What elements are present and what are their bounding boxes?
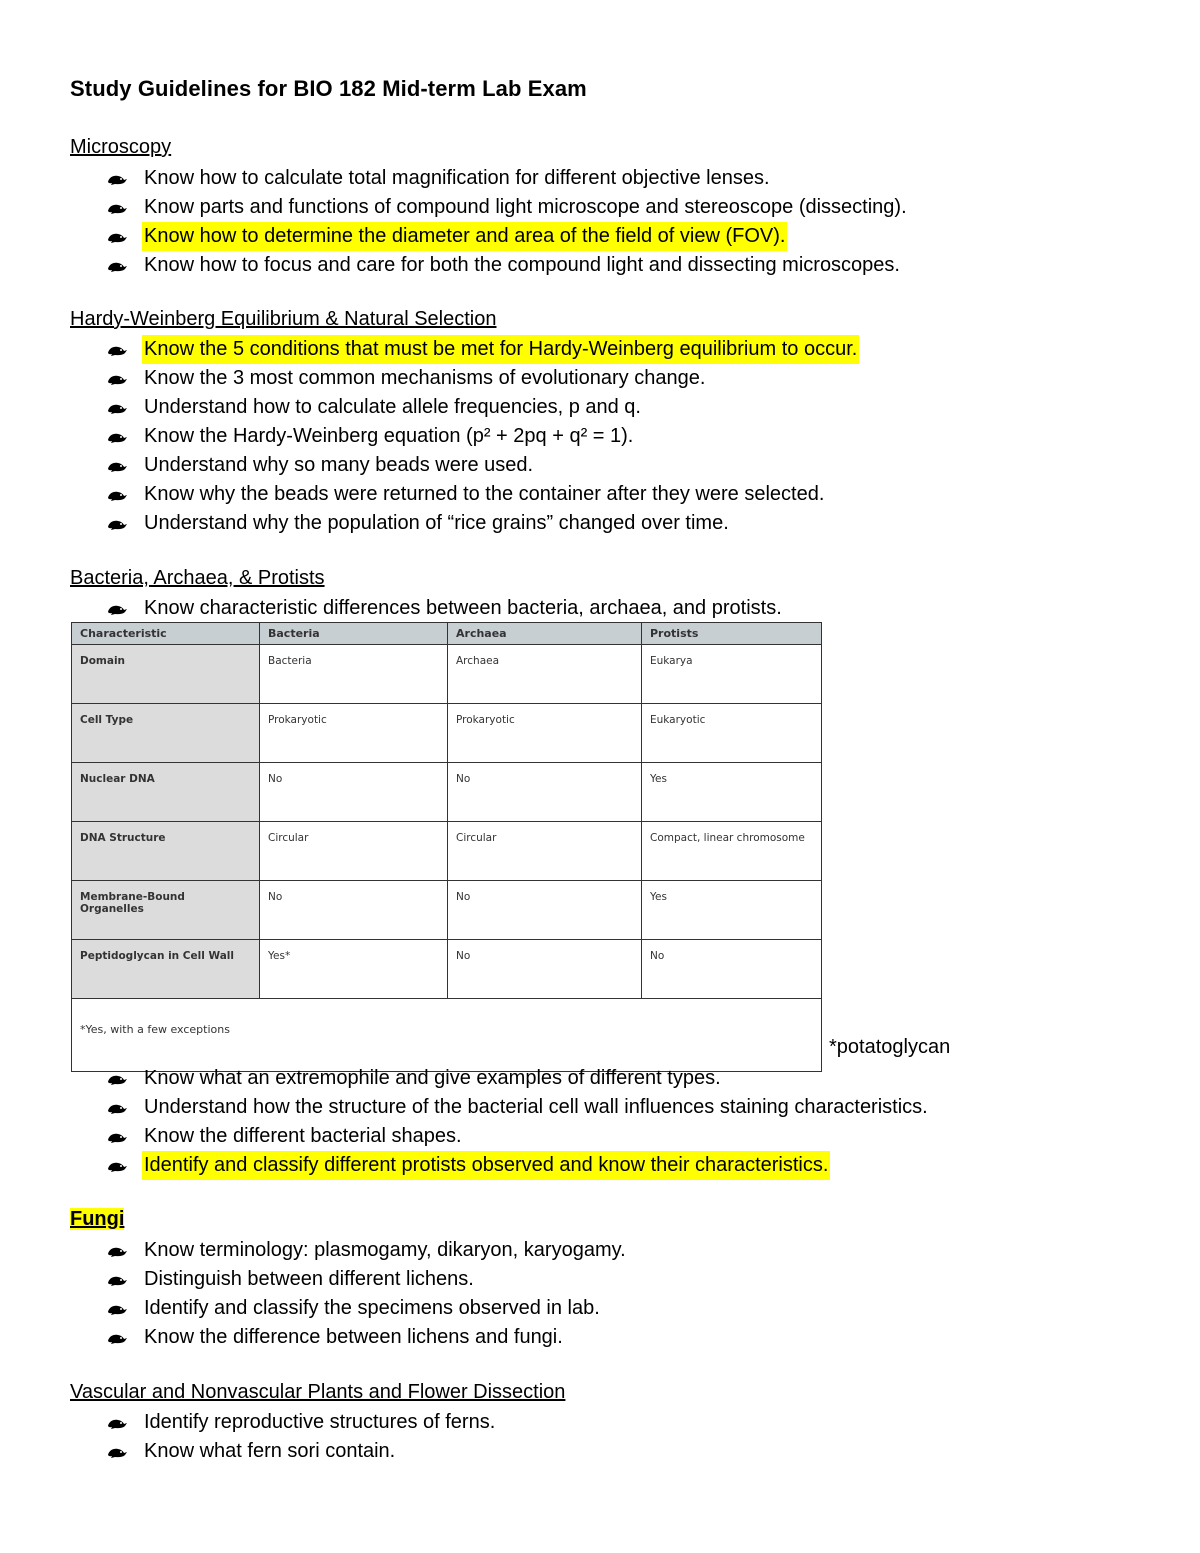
list-item xyxy=(106,1294,628,1323)
list-item-text: Know what an extremophile and give examples of different types. xyxy=(144,1067,721,1089)
list-item xyxy=(106,480,859,509)
list-item-text: Know parts and functions of compound light microscope and stereoscope (dissecting). xyxy=(144,196,907,218)
table-cell: Yes xyxy=(642,763,822,822)
list-item-text: Know the Hardy-Weinberg equation (p² + 2pq + q² = 1). xyxy=(144,425,634,447)
table-row xyxy=(72,881,822,940)
list-item xyxy=(106,1323,628,1352)
table-cell: No xyxy=(448,881,642,940)
list-item xyxy=(106,1408,497,1437)
table-header-cell: Characteristic xyxy=(72,623,260,645)
table-row-header: Membrane-Bound Organelles xyxy=(72,881,260,940)
table-header-cell: Bacteria xyxy=(260,623,448,645)
list-item xyxy=(106,364,859,393)
table-row xyxy=(72,822,822,881)
list-item xyxy=(106,1265,628,1294)
mouse-icon xyxy=(106,200,128,216)
bullet-list-hardy-weinberg xyxy=(106,335,859,538)
list-item-text: Identify and classify different protists observed and know their characteristics. xyxy=(142,1151,830,1180)
table-cell: Eukarya xyxy=(642,645,822,704)
list-item xyxy=(106,1093,930,1122)
bullet-list-plants xyxy=(106,1408,497,1466)
list-item-text: Know the 3 most common mechanisms of evolutionary change. xyxy=(144,367,706,389)
list-item-text: Identify reproductive structures of ferns. xyxy=(144,1411,496,1433)
section-heading-bacteria: Bacteria, Archaea, & Protists xyxy=(70,567,325,589)
table-cell: No xyxy=(260,881,448,940)
mouse-icon xyxy=(106,1100,128,1116)
list-item xyxy=(106,393,859,422)
list-item xyxy=(106,193,909,222)
table-cell: Prokaryotic xyxy=(260,704,448,763)
table-cell: Yes* xyxy=(260,940,448,999)
bullet-list-microscopy xyxy=(106,164,909,280)
table-cell: Archaea xyxy=(448,645,642,704)
table-header-row xyxy=(72,623,822,645)
mouse-icon xyxy=(106,342,128,358)
mouse-icon xyxy=(106,1301,128,1317)
table-cell: No xyxy=(448,763,642,822)
list-item-text: Know the 5 conditions that must be met for Hardy-Weinberg equilibrium to occur. xyxy=(142,335,859,364)
table-header-cell: Archaea xyxy=(448,623,642,645)
mouse-icon xyxy=(106,1415,128,1431)
table-cell: Circular xyxy=(260,822,448,881)
section-heading-plants: Vascular and Nonvascular Plants and Flower Dissection xyxy=(70,1381,566,1403)
table-row xyxy=(72,763,822,822)
list-item xyxy=(106,1151,930,1180)
mouse-icon xyxy=(106,1243,128,1259)
list-item xyxy=(106,335,859,364)
table-cell: Yes xyxy=(642,881,822,940)
list-item xyxy=(106,222,909,251)
list-item xyxy=(106,1437,497,1466)
table-footnote-row xyxy=(72,999,822,1072)
list-item-text: Know the different bacterial shapes. xyxy=(144,1125,462,1147)
mouse-icon xyxy=(106,458,128,474)
list-item-text: Know why the beads were returned to the container after they were selected. xyxy=(144,483,825,505)
list-item xyxy=(106,251,909,280)
list-item-text: Know what fern sori contain. xyxy=(144,1440,396,1462)
table-row-header: Domain xyxy=(72,645,260,704)
mouse-icon xyxy=(106,371,128,387)
list-item xyxy=(106,594,784,623)
mouse-icon xyxy=(106,1444,128,1460)
list-item xyxy=(106,1122,930,1151)
handwritten-annotation: *potatoglycan xyxy=(829,1036,951,1058)
list-item xyxy=(106,164,909,193)
list-item-text: Know terminology: plasmogamy, dikaryon, karyogamy. xyxy=(144,1239,626,1261)
bullet-list-bacteria-intro xyxy=(106,594,784,623)
table-cell: Eukaryotic xyxy=(642,704,822,763)
table-cell: Bacteria xyxy=(260,645,448,704)
list-item-text: Understand how the structure of the bacterial cell wall influences staining characteristics. xyxy=(144,1096,928,1118)
table-cell: No xyxy=(642,940,822,999)
list-item-text: Know how to calculate total magnification for different objective lenses. xyxy=(144,167,770,189)
list-item-text: Distinguish between different lichens. xyxy=(144,1268,474,1290)
mouse-icon xyxy=(106,601,128,617)
list-item xyxy=(106,1064,930,1093)
list-item-text: Know how to focus and care for both the compound light and dissecting microscopes. xyxy=(144,254,900,276)
list-item xyxy=(106,422,859,451)
mouse-icon xyxy=(106,1071,128,1087)
bullet-list-fungi xyxy=(106,1236,628,1352)
mouse-icon xyxy=(106,258,128,274)
mouse-icon xyxy=(106,1158,128,1174)
table-row-header: Cell Type xyxy=(72,704,260,763)
mouse-icon xyxy=(106,171,128,187)
list-item-text: Understand why so many beads were used. xyxy=(144,454,534,476)
table-cell: Compact, linear chromosome xyxy=(642,822,822,881)
table-cell: No xyxy=(260,763,448,822)
table-cell: No xyxy=(448,940,642,999)
mouse-icon xyxy=(106,1272,128,1288)
characteristics-table xyxy=(71,622,822,1072)
list-item-text: Understand how to calculate allele frequencies, p and q. xyxy=(144,396,641,418)
table-header-cell: Protists xyxy=(642,623,822,645)
table-cell: Circular xyxy=(448,822,642,881)
table-row-header: DNA Structure xyxy=(72,822,260,881)
mouse-icon xyxy=(106,229,128,245)
section-heading-hardy-weinberg: Hardy-Weinberg Equilibrium & Natural Selection xyxy=(70,308,497,330)
mouse-icon xyxy=(106,1129,128,1145)
bullet-list-bacteria xyxy=(106,1064,930,1180)
page-title: Study Guidelines for BIO 182 Mid-term Lab Exam xyxy=(70,76,587,101)
list-item xyxy=(106,1236,628,1265)
list-item-text: Know how to determine the diameter and area of the field of view (FOV). xyxy=(142,222,787,251)
table-cell: Prokaryotic xyxy=(448,704,642,763)
list-item-text: Know characteristic differences between bacteria, archaea, and protists. xyxy=(144,597,782,619)
table-row-header: Peptidoglycan in Cell Wall xyxy=(72,940,260,999)
table-row xyxy=(72,645,822,704)
mouse-icon xyxy=(106,1330,128,1346)
table-row xyxy=(72,940,822,999)
list-item xyxy=(106,451,859,480)
table-footnote: *Yes, with a few exceptions xyxy=(72,999,822,1072)
table-row-header: Nuclear DNA xyxy=(72,763,260,822)
mouse-icon xyxy=(106,400,128,416)
mouse-icon xyxy=(106,429,128,445)
section-heading-fungi-text: Fungi xyxy=(70,1208,125,1230)
list-item xyxy=(106,509,859,538)
table-row xyxy=(72,704,822,763)
mouse-icon xyxy=(106,487,128,503)
list-item-text: Know the difference between lichens and fungi. xyxy=(144,1326,563,1348)
list-item-text: Identify and classify the specimens observed in lab. xyxy=(144,1297,600,1319)
list-item-text: Understand why the population of “rice grains” changed over time. xyxy=(144,512,729,534)
section-heading-microscopy: Microscopy xyxy=(70,136,172,158)
section-heading-fungi xyxy=(70,1208,124,1231)
mouse-icon xyxy=(106,516,128,532)
